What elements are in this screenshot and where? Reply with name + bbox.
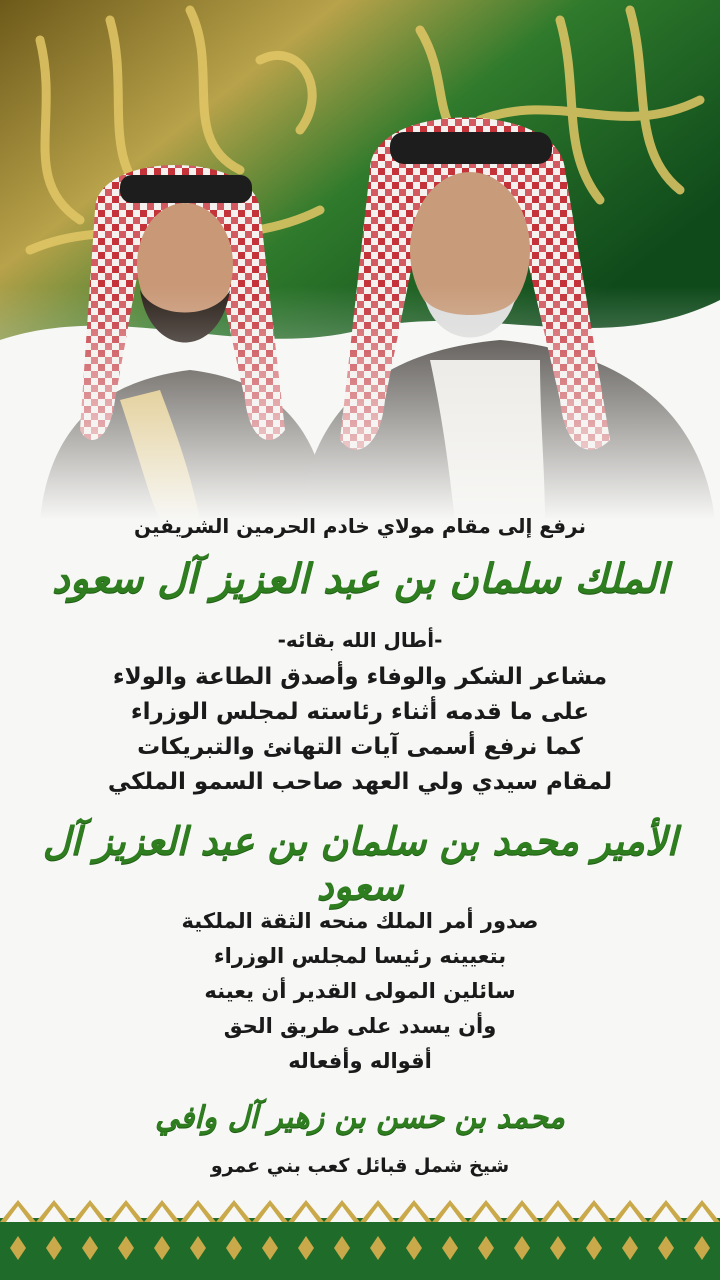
poem-2-line: بتعيينه رئيسا لمجلس الوزراء [213, 944, 507, 968]
flag-and-portraits-illustration [0, 0, 720, 520]
poem-1-line: كما نرفع أسمى آيات التهانئ والتبريكات [137, 734, 583, 760]
poem-1-line: على ما قدمه أثناء رئاسته لمجلس الوزراء [130, 699, 590, 725]
crown-prince-name-calligraphy: الأمير محمد بن سلمان بن عبد العزيز آل سعود [42, 818, 678, 908]
sender-title: شيخ شمل قبائل كعب بني عمرو [210, 1155, 510, 1177]
poem-block-2 [0, 904, 720, 1079]
poem-1-line: مشاعر الشكر والوفاء وأصدق الطاعة والولاء [112, 664, 608, 690]
sender-name-calligraphy: محمد بن حسن بن زهير آل وافي [155, 1100, 565, 1135]
footer-pattern [0, 1196, 720, 1280]
poem-1-line: لمقام سيدي ولي العهد صاحب السمو الملكي [107, 769, 613, 795]
poem-2-line: أقواله وأفعاله [288, 1049, 432, 1073]
poem-block-1 [0, 660, 720, 800]
poem-2-line: صدور أمر الملك منحه الثقة الملكية [181, 909, 539, 933]
poem-2-line: وأن يسدد على طريق الحق [223, 1014, 497, 1038]
footer-ornament [0, 1196, 720, 1280]
intro-line: نرفع إلى مقام مولاي خادم الحرمين الشريفين [133, 514, 586, 538]
header-banner [0, 0, 720, 520]
king-name-calligraphy: الملك سلمان بن عبد العزيز آل سعود [51, 555, 669, 602]
poem-2-line: سائلين المولى القدير أن يعينه [204, 979, 516, 1003]
prayer-line: -أطال الله بقائه- [277, 628, 443, 652]
